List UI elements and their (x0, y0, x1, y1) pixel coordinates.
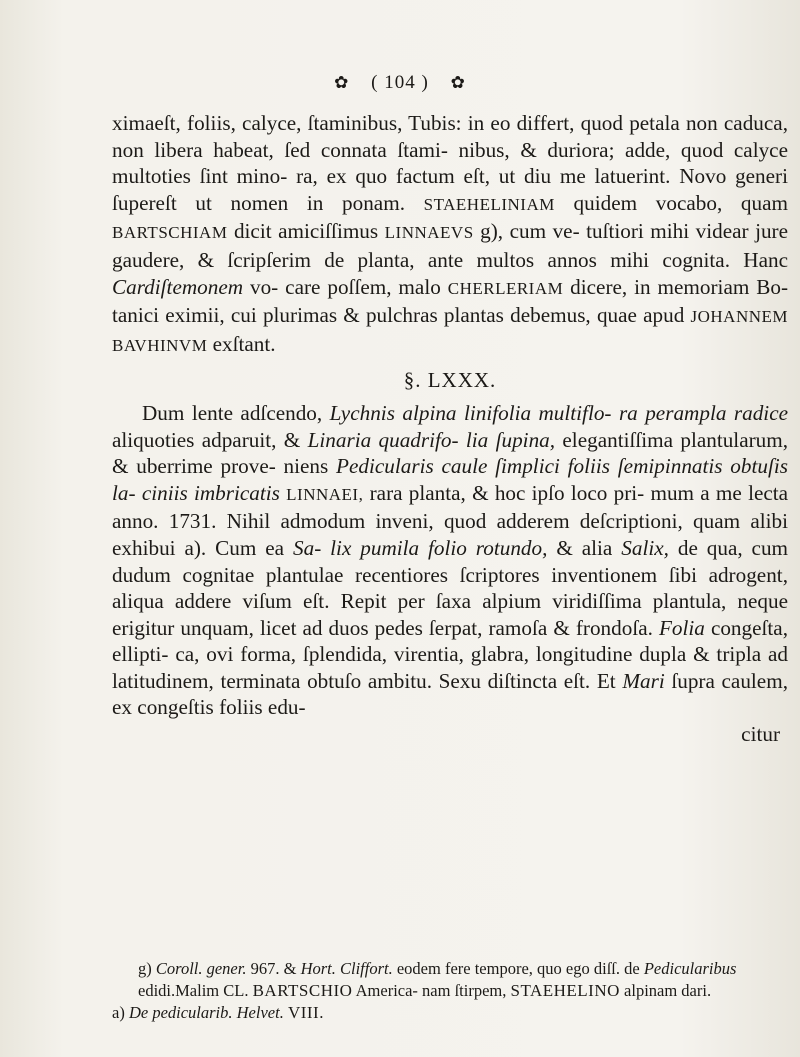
term-pedicularis-cont: ciniis imbricatis (141, 480, 280, 505)
text-line: nibus, & duriora; adde, quod calyce multoties ſint mino- (112, 137, 788, 189)
footnote-text: nam ſtirpem, (422, 981, 507, 1000)
term-linaria: Linaria quadrifo- (307, 427, 459, 452)
text-line: quae apud (596, 303, 685, 328)
text-line: vo- (249, 274, 279, 299)
term-linaria-cont: lia ſupina, (465, 427, 556, 452)
footnotes (112, 958, 788, 1024)
text-line: exſtant. (212, 331, 276, 356)
text-line: & alia (556, 535, 613, 560)
text-line: adrogent, aliqua addere viſum eſt. Repit per ſaxa alpium (112, 562, 788, 614)
text-line: rara planta, & hoc ipſo loco pri- (369, 480, 645, 505)
footnote-name: BARTSCHIO (252, 981, 353, 1000)
paragraph-1 (112, 110, 788, 359)
term-salix-2: Salix, (621, 535, 669, 560)
text-line: elegantiſſima plantularum, & uberrime prove- (112, 427, 789, 479)
text-line: congeſta, ellipti- (112, 615, 789, 667)
text-line: & tripla ad latitudinem, terminata obtuſo ambitu. Sexu (112, 642, 788, 693)
page-header (0, 72, 800, 94)
footnote-a (112, 1002, 788, 1024)
footnote-ref: Hort. Cliffort. (300, 959, 393, 978)
section-heading: §. LXXX. (403, 368, 497, 393)
text-line: adderem deſcriptioni, quam alibi exhibui a). Cum ea (112, 509, 788, 560)
footnote-marker: a) (112, 1003, 125, 1022)
text-line: niens (283, 454, 329, 479)
paragraph-2 (112, 400, 788, 721)
ornament-left-icon: ✿ (334, 73, 350, 92)
body-text (112, 110, 788, 748)
text-line: pedes ſerpat, ramoſa & frondoſa. (374, 615, 653, 640)
text-line: Dum lente adſcendo, (142, 400, 323, 425)
term-lychnis: Lychnis alpina linifolia multiflo- (329, 400, 612, 425)
text-line: care poſſem, malo (285, 274, 441, 299)
footnote-text: 967. & (250, 959, 297, 978)
name-staeheliniam: STAEHELINIAM (423, 194, 555, 214)
name-linnaei: LINNAEI, (286, 484, 364, 504)
footnote-marker: g) (138, 959, 152, 978)
text-line: ximaeſt, foliis, calyce, ſtaminibus, Tubis: in eo differt, quod (112, 111, 623, 135)
text-line: cognitae plantulae recentiores ſcriptores inventionem ſibi (182, 562, 697, 587)
page-number: ( 104 ) (371, 72, 429, 93)
term-lychnis-cont: ra perampla radice (618, 400, 788, 425)
ornament-right-icon: ✿ (450, 73, 466, 92)
text-line: quam (740, 190, 788, 215)
name-cherleriam: CHERLERIAM (447, 278, 564, 298)
text-line: dicit amiciſſimus (233, 219, 379, 244)
text-line: viridiſſima plantula, neque erigitur unquam, licet ad duos (112, 589, 789, 640)
text-line: tuſtiori mihi videar jure gaudere, & ſcripſerim de planta, (112, 219, 789, 272)
text-line: mum a me lecta anno. 1731. Nihil admodum inveni, quod (112, 480, 789, 534)
footnote-text: VIII. (287, 1003, 324, 1022)
footnote-text: alpinam dari. (624, 981, 712, 1000)
text-line: de qua, cum dudum (112, 535, 789, 587)
footnote-text: America- (355, 981, 418, 1000)
name-johannem-bauhinum: JOHANNEM BAVHINVM (112, 307, 789, 355)
footnote-ref: De pedicularib. Helvet. (128, 1003, 284, 1022)
text-line: ra, ex quo factum eſt, ut diu me latuerint. Novo generi (296, 164, 789, 189)
text-line: ſupereſt ut nomen in ponam. (112, 190, 405, 215)
footnote-ref: Coroll. gener. (155, 959, 247, 978)
footnote-name: STAEHELINO (510, 981, 620, 1000)
term-folia: Folia (658, 615, 705, 640)
text-line: ſupra caulem, ex congeſtis foliis edu- (112, 668, 788, 720)
text-line: diſtincta eſt. Et (487, 668, 616, 693)
text-line: petala non caduca, non libera habeat, ſed connata ſtami- (112, 111, 789, 162)
text-line: g), cum ve- (480, 219, 580, 244)
term-salix-cont: lix pumila folio rotundo, (330, 535, 548, 560)
term-pedicularis: Pedicularis caule ſimplici foliis ſemipinnatis obtuſis la- (112, 454, 788, 505)
term-mari: Mari (622, 668, 665, 693)
text-line: tanici eximii, cui plurimas & pulchras plantas debemus, (112, 303, 591, 328)
text-line: ante multos annos mihi cognita. Hanc (427, 247, 788, 272)
footnote-g (112, 958, 788, 1002)
term-cardistemonem: Cardiſtemonem (112, 274, 244, 299)
text-line: dicere, in memoriam Bo- (570, 274, 789, 299)
name-bartschiam: BARTSCHIAM (112, 223, 228, 243)
term-salix: Sa- (293, 535, 322, 560)
footnote-ref: Pedicularibus (643, 959, 737, 978)
footnote-text: ego diſſ. de (565, 959, 640, 978)
text-line: ca, ovi forma, ſplendida, virentia, glabra, longitudine dupla (175, 642, 687, 667)
footnote-text: eodem fere tempore, quo (396, 959, 562, 978)
text-line: quidem vocabo, (573, 190, 723, 215)
catchword: citur (741, 722, 780, 747)
name-linnaeus: LINNAEVS (384, 223, 474, 243)
footnote-text: edidi.Malim CL. (138, 981, 249, 1000)
text-line: aliquoties adparuit, & (112, 427, 301, 452)
